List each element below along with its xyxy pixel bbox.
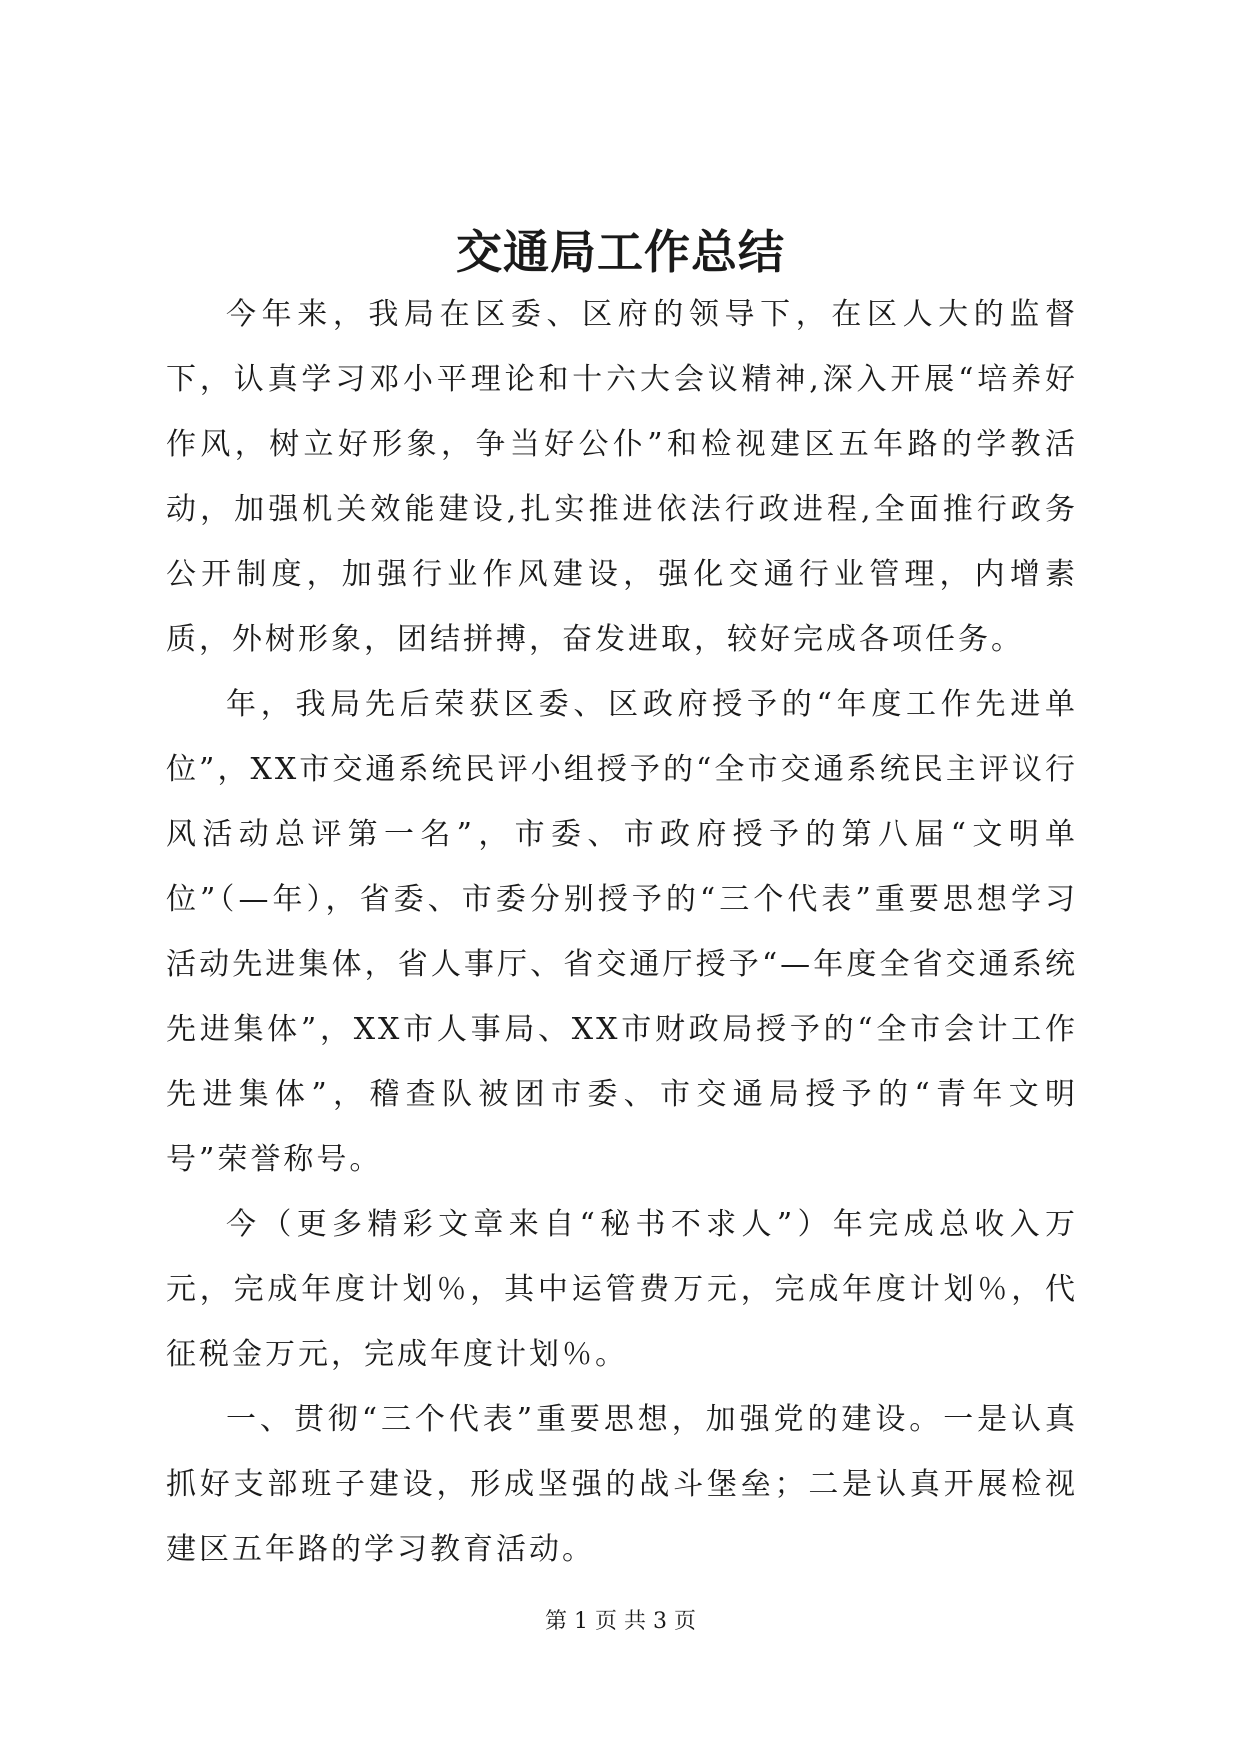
document-title: 交通局工作总结 (456, 225, 785, 279)
paragraph-party-building: 一、贯彻“三个代表”重要思想，加强党的建设。一是认真抓好支部班子建设，形成坚强的战斗堡垒；二是认真开展检视建区五年路的学习教育活动。 (166, 1402, 1078, 1567)
page-number-footer: 第 1 页 共 3 页 (545, 1609, 696, 1634)
paragraph-honors: 年，我局先后荣获区委、区政府授予的“年度工作先进单位”，XX市交通系统民评小组授予的“全市交通系统民主评议行风活动总评第一名”，市委、市政府授予的第八届“文明单位”（—年），省委、市委分别授予的“三个代表”重要思想学习活动先进集体，省人事厅、省交通厅授予“—年度全省交通系统先进集体”，XX市人事局、XX市财政局授予的“全市会计工作先进集体”，稽查队被团市委、市交通局授予的“青年文明号”荣誉称号。 (166, 687, 1078, 1177)
paragraph-revenue: 今（更多精彩文章来自“秘书不求人”）年完成总收入万元，完成年度计划％，其中运管费万元，完成年度计划％，代征税金万元，完成年度计划％。 (166, 1207, 1078, 1372)
document-body (166, 282, 1078, 1582)
paragraph-intro: 今年来，我局在区委、区府的领导下，在区人大的监督下，认真学习邓小平理论和十六大会议精神,深入开展“培养好作风，树立好形象，争当好公仆”和检视建区五年路的学教活动，加强机关效能建设,扎实推进依法行政进程,全面推行政务公开制度，加强行业作风建设，强化交通行业管理，内增素质，外树形象，团结拼搏，奋发进取，较好完成各项任务。 (166, 297, 1078, 657)
